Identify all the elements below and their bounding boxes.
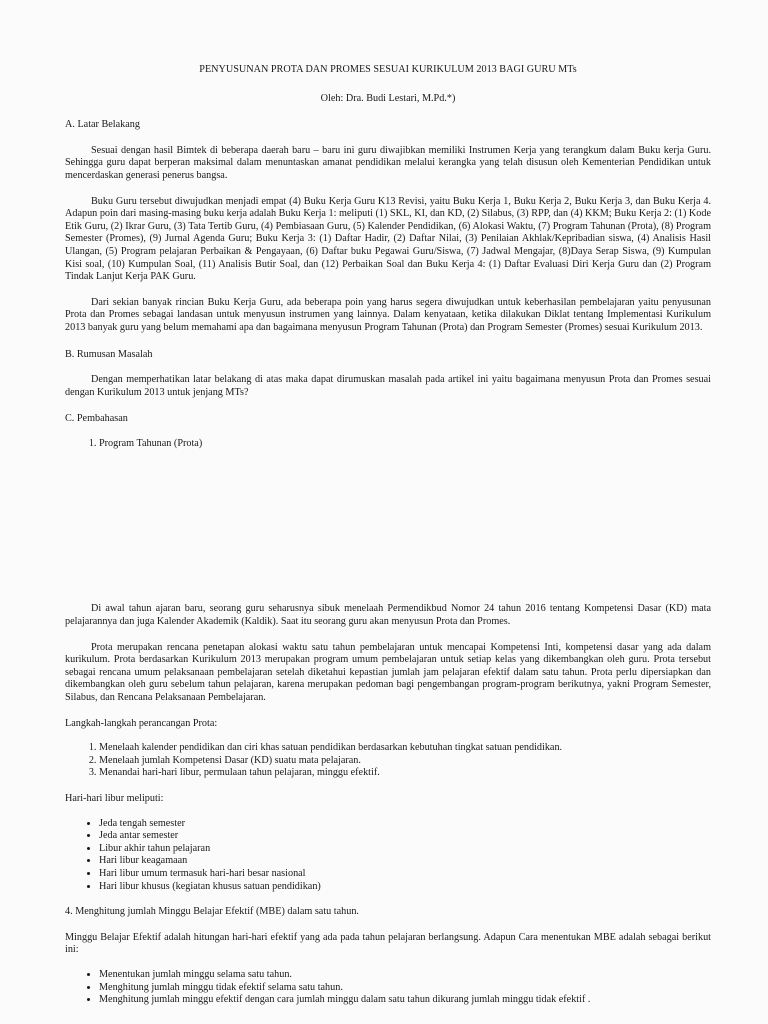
section-c-paragraph-2: Prota merupakan rencana penetapan alokasi waktu satu tahun pembelajaran untuk mencapai Kompetensi Inti, kompetensi dasar yang ada dalam kurikulum. Prota berdasarkan Kurikulum 2013 merupakan program umum pembelajaran untuk setiap kelas yang dikembangkan oleh guru. Prota tersebut sebagai rencana umum pelaksanaan pembelajaran setelah diketahui kepastian jumlah jam pelajaran efektif dalam satu tahun. Prota perlu dipersiapkan dan dikembangkan oleh guru sebelum tahun pelajaran, karena merupakan pedoman bagi pengembangan program-program berikutnya, yakni Program Semester, Silabus, dan Rencana Pelaksanaan Pembelajaran. — [65, 641, 711, 704]
holidays-list-item: • Libur akhir tahun pelajaran — [99, 843, 711, 856]
blank-figure-area — [65, 450, 711, 590]
mbe-heading: 4. Menghitung jumlah Minggu Belajar Efektif (MBE) dalam satu tahun. — [65, 906, 359, 918]
holidays-list-item: • Jeda antar semester — [99, 830, 711, 843]
subheading-prota: 1. Program Tahunan (Prota) — [99, 438, 711, 451]
section-c-paragraph-1: Di awal tahun ajaran baru, seorang guru seharusnya sibuk menelaah Permendikbud Nomor 24 tahun 2016 tentang Kompetensi Dasar (KD) mata pelajarannya dan juga Kalender Akademik (Kaldik). Saat itu seorang guru akan menyusun Prota dan Promes. — [65, 603, 711, 628]
section-c-heading: C. Pembahasan — [65, 413, 128, 425]
section-b-heading: B. Rumusan Masalah — [65, 348, 153, 360]
steps-list-item: 1. Menelaah kalender pendidikan dan ciri khas satuan pendidikan berdasarkan kebutuhan tingkat satuan pendidikan. — [99, 742, 711, 755]
section-a-paragraph-3: Dari sekian banyak rincian Buku Kerja Guru, ada beberapa poin yang harus segera diwujudkan untuk keberhasilan pembelajaran yaitu penyusunan Prota dan Promes sebagai landasan untuk menyusun instrumen yang lainnya. Dalam kenyataan, ketika dilakukan Diklat tentang Implementasi Kurikulum 2013 banyak guru yang belum memahami apa dan bagaimana menyusun Program Tahunan (Prota) dan Program Semester (Promes) sesuai Kurikulum 2013. — [65, 296, 711, 333]
section-a-paragraph-2: Buku Guru tersebut diwujudkan menjadi empat (4) Buku Kerja Guru K13 Revisi, yaitu Buku Kerja 1, Buku Kerja 2, Buku Kerja 3, dan Buku Kerja 4. Adapun poin dari masing-masing buku kerja adalah Buku Kerja 1: meliputi (1) SKL, KI, dan KD, (2) Silabus, (3) RPP, dan (4) KKM; Buku Kerja 2: (1) Kode Etik Guru, (2) Ikrar Guru, (3) Tata Tertib Guru, (4) Pembiasaan Guru, (5) Kalender Pendidikan, (6) Alokasi Waktu, (7) Program Tahunan (Prota), (8) Program Semester (Promes), (9) Jurnal Agenda Guru; Buku Kerja 3: (1) Daftar Hadir, (2) Daftar Nilai, (3) Penilaian Akhlak/Kepribadian siswa, (4) Analisis Hasil Ulangan, (5) Program pelajaran Perbaikan & Pengayaan, (6) Daftar buku Pegawai Guru/Siswa, (7) Jadwal Mengajar, (8)Daya Serap Siswa, (9) Kumpulan Kisi soal, (10) Kumpulan Soal, (11) Analisis Butir Soal, dan (12) Perbaikan Soal dan Buku Kerja 4: (1) Daftar Evaluasi Diri Kerja Guru dan (2) Program Tindak Lanjut Kerja PAK Guru. — [65, 195, 711, 283]
steps-list-item: 3. Menandai hari-hari libur, permulaan tahun pelajaran, minggu efektif. — [99, 767, 711, 780]
holidays-list-item: • Jeda tengah semester — [99, 818, 711, 831]
steps-list-item: 2. Menelaah jumlah Kompetensi Dasar (KD) suatu mata pelajaran. — [99, 755, 711, 768]
section-b-paragraph-1: Dengan memperhatikan latar belakang di atas maka dapat dirumuskan masalah pada artikel ini yaitu bagaimana menyusun Prota dan Promes sesuai dengan Kurikulum 2013 untuk jenjang MTs? — [65, 374, 711, 398]
mbe-list-item: • Menentukan jumlah minggu selama satu tahun. — [99, 969, 711, 982]
author-byline: Oleh: Dra. Budi Lestari, M.Pd.*) — [320, 92, 456, 104]
holidays-list-item: • Hari libur umum termasuk hari-hari besar nasional — [99, 868, 711, 881]
holidays-heading: Hari-hari libur meliputi: — [65, 793, 164, 804]
document-title: PENYUSUNAN PROTA DAN PROMES SESUAI KURIKULUM 2013 BAGI GURU MTs — [199, 64, 577, 75]
holidays-list-item: • Hari libur keagamaan — [99, 855, 711, 868]
steps-list — [65, 742, 711, 780]
steps-heading: Langkah-langkah perancangan Prota: — [65, 717, 218, 729]
holidays-list — [65, 818, 711, 894]
mbe-paragraph: Minggu Belajar Efektif adalah hitungan hari-hari efektif yang ada pada tahun pelajaran berlangsung. Adapun Cara menentukan MBE adalah sebagai berikut ini: — [65, 931, 711, 956]
mbe-list-item: • Menghitung jumlah minggu tidak efektif selama satu tahun. — [99, 982, 711, 995]
section-a-heading: A. Latar Belakang — [65, 119, 140, 131]
document-body — [65, 64, 711, 1007]
section-a-paragraph-1: Sesuai dengan hasil Bimtek di beberapa daerah baru – baru ini guru diwajibkan memiliki Instrumen Kerja yang terangkum dalam Buku kerja Guru. Sehingga guru dapat berperan maksimal dalam menuntaskan amanat pendidikan melalui kerangka yang telah disusun oleh Kementerian Pendidikan untuk mencerdaskan generasi penerus bangsa. — [65, 144, 711, 181]
holidays-list-item: • Hari libur khusus (kegiatan khusus satuan pendidikan) — [99, 881, 711, 894]
mbe-list — [65, 969, 711, 1007]
section-c-sublist — [65, 438, 711, 451]
mbe-list-item: • Menghitung jumlah minggu efektif dengan cara jumlah minggu dalam satu tahun dikurang jumlah minggu tidak efektif . — [99, 994, 711, 1007]
